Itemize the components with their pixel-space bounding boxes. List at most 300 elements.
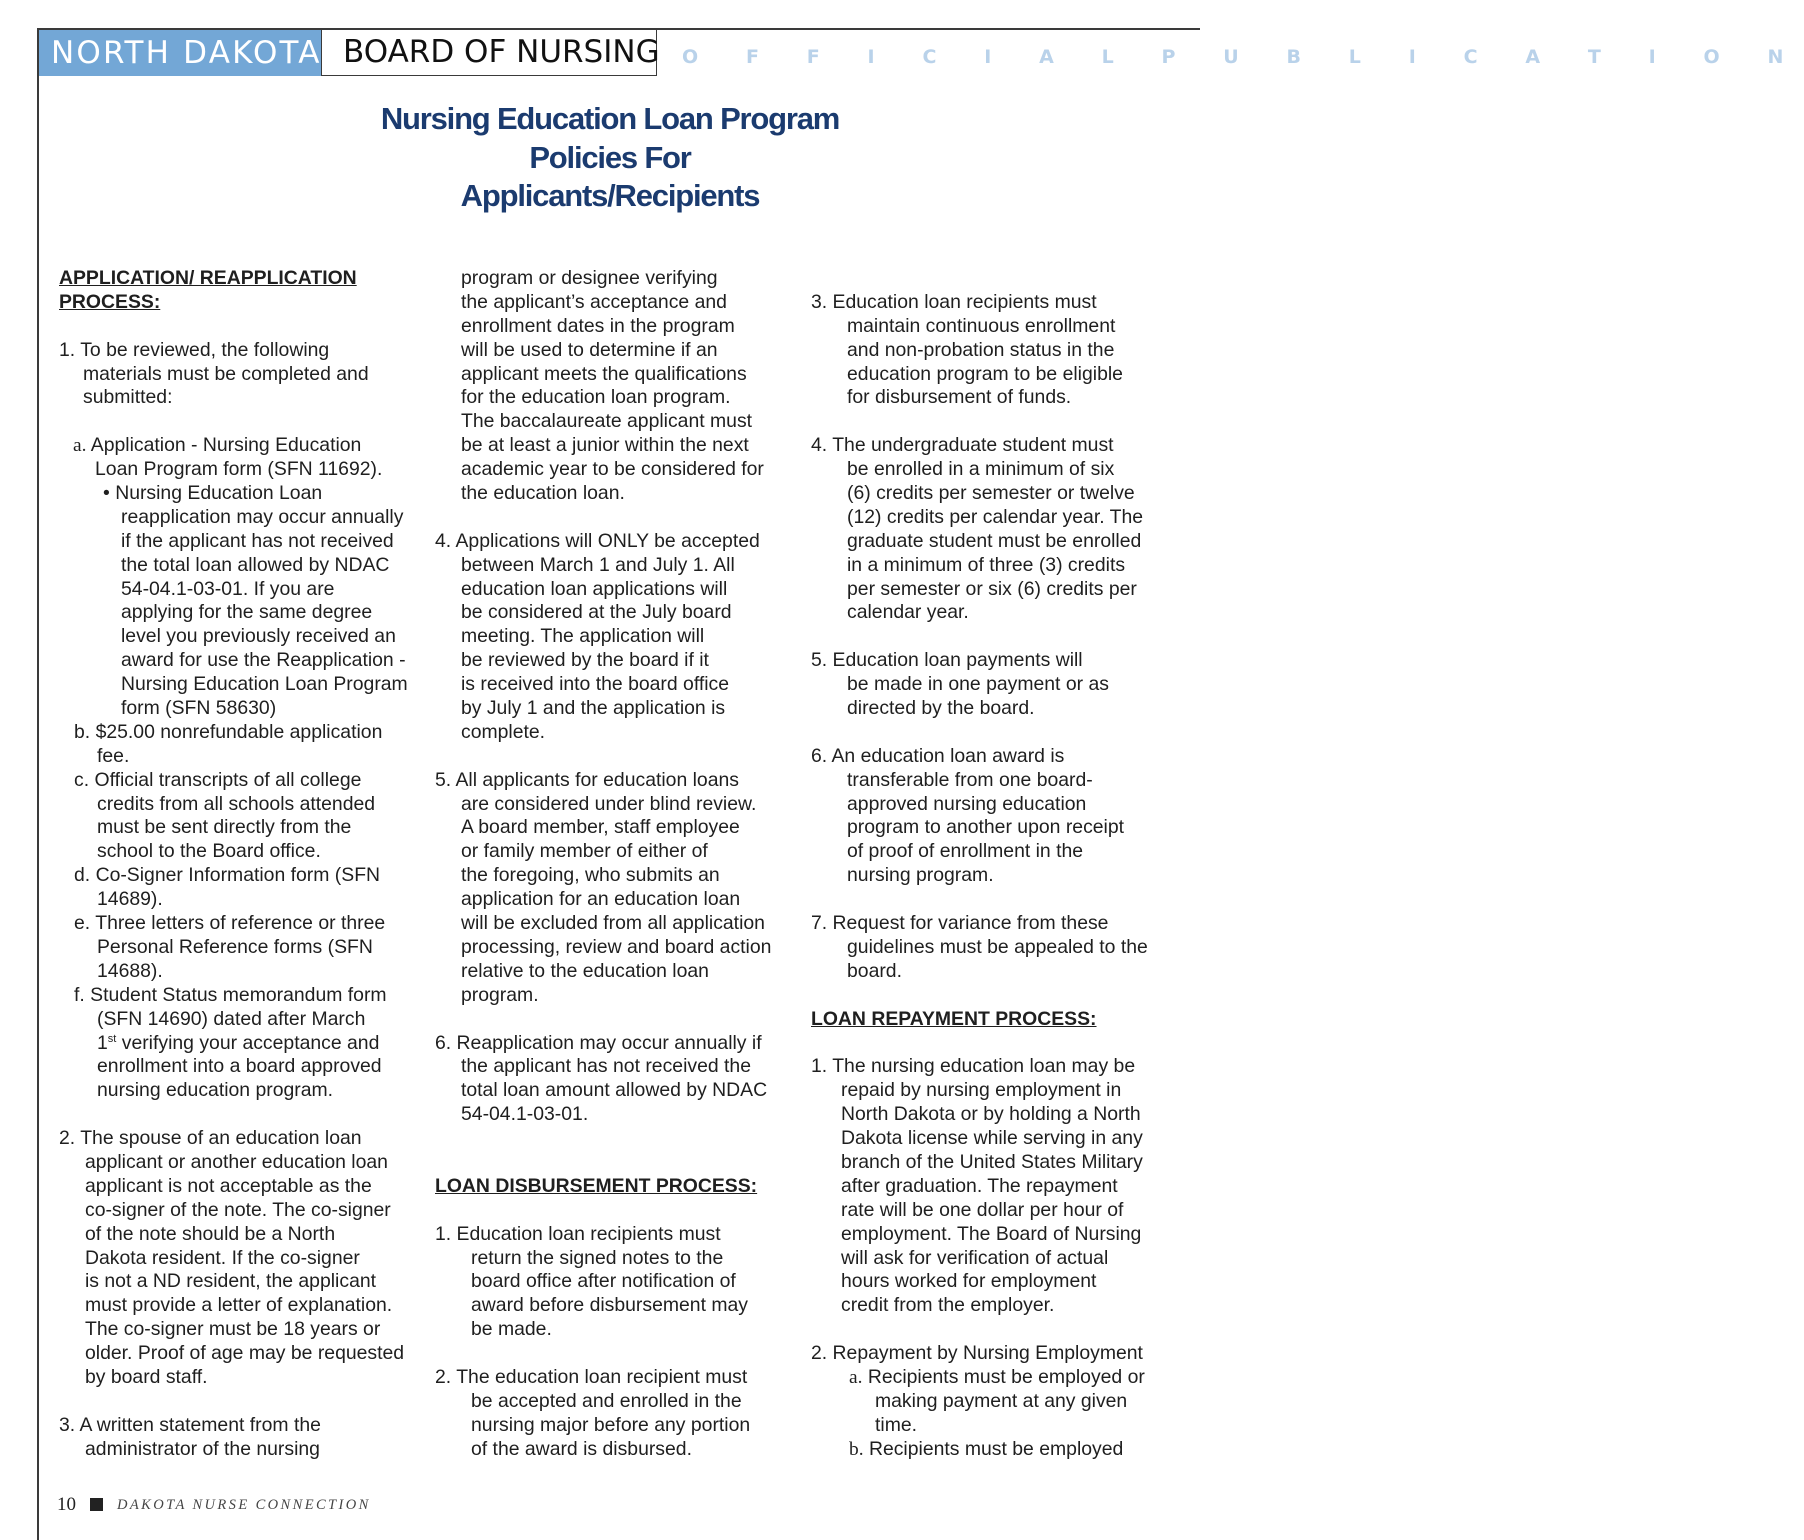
text-line (811, 769, 1191, 793)
line-text: Personal Reference forms (SFN (97, 935, 373, 958)
title-line-3: Applicants/Recipients (460, 178, 760, 213)
text-line (59, 1294, 419, 1318)
text-line (811, 482, 1191, 506)
line-text: be made. (471, 1318, 552, 1341)
text-line (59, 1270, 419, 1294)
text-line (435, 888, 795, 912)
blank-line (811, 625, 1191, 649)
text-line (435, 601, 795, 625)
line-text: the applicant has not received the (461, 1055, 751, 1078)
text-line (59, 960, 419, 984)
text-line (811, 1270, 1191, 1294)
line-text: board. (847, 959, 902, 982)
line-text: calendar year. (847, 601, 969, 624)
line-text: processing, review and board action (461, 935, 772, 958)
text-line (435, 315, 795, 339)
blank-line (811, 721, 1191, 745)
list-marker: b. (849, 1438, 864, 1460)
line-text: must be sent directly from the (97, 816, 352, 839)
line-text: program to another upon receipt (847, 816, 1125, 839)
text-line (811, 554, 1191, 578)
line-text: reapplication may occur annually (121, 505, 404, 528)
line-text: 5. Education loan payments will (811, 649, 1083, 672)
text-line (435, 1414, 795, 1438)
footer-square-icon (90, 1498, 103, 1511)
text-line (811, 1294, 1191, 1318)
line-text: LOAN REPAYMENT PROCESS: (811, 1007, 1097, 1030)
list-marker: b. (74, 720, 91, 743)
text-line (59, 888, 419, 912)
text-line (811, 1079, 1191, 1103)
list-marker: f. (74, 983, 85, 1006)
line-text: The baccalaureate applicant must (461, 410, 753, 433)
line-text: 54-04.1-03-01. (461, 1103, 589, 1126)
line-text: applying for the same degree (121, 601, 373, 624)
text-line (435, 1270, 795, 1294)
text-line (435, 649, 795, 673)
line-text: 2. Repayment by Nursing Employment (811, 1342, 1143, 1365)
text-line (811, 1342, 1191, 1366)
text-line (59, 840, 419, 864)
line-text: 2. The spouse of an education loan (59, 1127, 362, 1150)
text-line (59, 1342, 419, 1366)
text-line (59, 1318, 419, 1342)
text-line (811, 1103, 1191, 1127)
line-text: 1 (97, 1031, 108, 1054)
column-left (59, 267, 419, 1462)
line-text: academic year to be considered for (461, 458, 764, 481)
line-text: 1. Education loan recipients must (435, 1222, 721, 1245)
text-line (59, 601, 419, 625)
text-line (811, 745, 1191, 769)
title-line-2: Policies For (529, 139, 691, 175)
text-line (59, 1414, 419, 1438)
text-line (435, 530, 795, 554)
blank-line (435, 1151, 795, 1175)
line-text: application for an education loan (461, 888, 741, 911)
line-text: Dakota license while serving in any (841, 1127, 1143, 1150)
blank-line (811, 888, 1191, 912)
line-text: making payment at any given (875, 1389, 1128, 1412)
line-text: 3. Education loan recipients must (811, 290, 1097, 313)
text-line (811, 291, 1191, 315)
superscript: st (107, 1032, 117, 1045)
column-middle (435, 267, 795, 1462)
text-line (811, 1223, 1191, 1247)
footer-publication: DAKOTA NURSE CONNECTION (117, 1497, 371, 1513)
line-text: 5. All applicants for education loans (435, 768, 739, 791)
line-text: applicant is not acceptable as the (85, 1174, 372, 1197)
line-text: 1. The nursing education loan may be (811, 1055, 1136, 1078)
section-heading (59, 267, 419, 291)
text-line (59, 1247, 419, 1271)
blank-line (435, 1342, 795, 1366)
line-text: nursing program. (847, 864, 994, 887)
line-text: total loan amount allowed by NDAC (461, 1079, 768, 1102)
line-text: Co-Signer Information form (SFN (95, 864, 381, 887)
line-text: return the signed notes to the (471, 1246, 724, 1269)
text-line (811, 363, 1191, 387)
text-line (59, 625, 419, 649)
text-line (59, 649, 419, 673)
line-text: Dakota resident. If the co-signer (85, 1246, 360, 1269)
line-text: be made in one payment or as (847, 673, 1109, 696)
text-line (59, 554, 419, 578)
text-line (59, 530, 419, 554)
line-text: time. (875, 1413, 918, 1436)
text-line (811, 816, 1191, 840)
line-text: transferable from one board- (847, 768, 1093, 791)
line-text: submitted: (83, 386, 173, 409)
line-text: fee. (97, 744, 130, 767)
line-text: graduate student must be enrolled (847, 529, 1142, 552)
line-text: Nursing Education Loan (115, 482, 323, 505)
text-line (435, 816, 795, 840)
text-line (435, 1390, 795, 1414)
text-line (435, 625, 795, 649)
text-line (811, 434, 1191, 458)
blank-line (811, 1032, 1191, 1056)
text-line (811, 673, 1191, 697)
text-line (811, 1247, 1191, 1271)
title-line-1: Nursing Education Loan Program (380, 101, 840, 136)
line-text: program or designee verifying (461, 267, 718, 289)
line-text: board office after notification of (471, 1270, 736, 1293)
line-text: branch of the United States Military (841, 1150, 1143, 1173)
text-line (811, 1366, 1191, 1390)
text-line (435, 386, 795, 410)
text-line (435, 721, 795, 745)
text-line (59, 1366, 419, 1390)
line-text: materials must be completed and (83, 362, 369, 385)
line-text: (6) credits per semester or twelve (847, 482, 1135, 505)
line-text: PROCESS: (59, 290, 161, 313)
text-line (59, 721, 419, 745)
text-line (811, 1438, 1191, 1462)
text-line (435, 697, 795, 721)
line-text: award for use the Reapplication - (121, 649, 406, 672)
line-text: employment. The Board of Nursing (841, 1222, 1142, 1245)
masthead-board: BOARD OF NURSING (321, 30, 657, 76)
text-line (811, 458, 1191, 482)
line-text: $25.00 nonrefundable application (95, 720, 383, 743)
text-line (59, 458, 419, 482)
line-text: 14688). (97, 959, 163, 982)
text-line (435, 1318, 795, 1342)
line-text: applicant meets the qualifications (461, 362, 747, 385)
section-heading (435, 1175, 795, 1199)
blank-line (811, 410, 1191, 434)
line-text: of proof of enrollment in the (847, 840, 1084, 863)
text-line (59, 1175, 419, 1199)
text-line (59, 1079, 419, 1103)
text-line (435, 458, 795, 482)
text-line (811, 912, 1191, 936)
text-line (811, 1055, 1191, 1079)
line-text: Three letters of reference or three (95, 912, 386, 935)
line-text: of the note should be a North (85, 1222, 336, 1245)
text-line (811, 1175, 1191, 1199)
text-line (435, 1366, 795, 1390)
line-text: be considered at the July board (461, 601, 732, 624)
text-line (811, 386, 1191, 410)
text-line (435, 482, 795, 506)
line-text: 3. A written statement from the (59, 1413, 321, 1436)
line-text: (SFN 14690) dated after March (97, 1007, 366, 1030)
text-line (811, 649, 1191, 673)
line-text: APPLICATION/ REAPPLICATION (59, 267, 357, 289)
line-text: after graduation. The repayment (841, 1174, 1118, 1197)
line-text: older. Proof of age may be requested (85, 1342, 405, 1365)
line-text: enrollment into a board approved (97, 1055, 382, 1078)
text-line (435, 267, 795, 291)
line-text: 6. Reapplication may occur annually if (435, 1031, 762, 1054)
text-line (435, 578, 795, 602)
line-text: form (SFN 58630) (121, 697, 277, 720)
line-text: Official transcripts of all college (94, 768, 362, 791)
line-text: enrollment dates in the program (461, 314, 735, 337)
line-text: meeting. The application will (461, 625, 705, 648)
line-text: nursing education program. (97, 1079, 334, 1102)
text-line (811, 601, 1191, 625)
line-text: 14689). (97, 888, 163, 911)
text-line (435, 769, 795, 793)
list-marker: a. (73, 435, 87, 457)
text-line (59, 1151, 419, 1175)
line-text: 1. To be reviewed, the following (59, 338, 330, 361)
text-line (435, 1032, 795, 1056)
line-text: will be used to determine if an (461, 338, 718, 361)
text-line (435, 1247, 795, 1271)
line-text: Recipients must be employed (868, 1437, 1124, 1460)
line-text: the education loan. (461, 482, 625, 505)
line-text: in a minimum of three (3) credits (847, 553, 1126, 576)
line-text: Nursing Education Loan Program (121, 673, 408, 696)
line-text: award before disbursement may (471, 1294, 748, 1317)
blank-line (811, 984, 1191, 1008)
line-text: program. (461, 983, 539, 1006)
blank-line (811, 267, 1191, 291)
line-text: if the applicant has not received (121, 529, 394, 552)
list-marker: d. (74, 864, 91, 887)
line-text: 4. The undergraduate student must (811, 434, 1114, 457)
text-line (811, 1414, 1191, 1438)
line-text: relative to the education loan (461, 959, 709, 982)
text-line (59, 745, 419, 769)
blank-line (811, 1318, 1191, 1342)
text-line (811, 339, 1191, 363)
list-marker: c. (74, 768, 90, 791)
line-text: education loan applications will (461, 577, 728, 600)
page-number: 10 (57, 1494, 76, 1515)
line-text: credits from all schools attended (97, 792, 376, 815)
line-text: the total loan allowed by NDAC (121, 553, 390, 576)
text-line (59, 434, 419, 458)
line-text-continued: verifying your acceptance and (116, 1031, 380, 1054)
list-marker: a. (849, 1366, 863, 1388)
blank-line (435, 506, 795, 530)
blank-line (435, 1199, 795, 1223)
line-text: per semester or six (6) credits per (847, 577, 1137, 600)
text-line (59, 363, 419, 387)
page-title (300, 100, 920, 216)
text-line (435, 1294, 795, 1318)
line-text: of the award is disbursed. (471, 1437, 692, 1460)
text-line (59, 1438, 419, 1462)
line-text: the applicant’s acceptance and (461, 290, 727, 313)
line-text: between March 1 and July 1. All (461, 553, 735, 576)
text-line (435, 1103, 795, 1127)
line-text: 4. Applications will ONLY be accepted (435, 529, 760, 552)
line-text: applicant or another education loan (85, 1150, 388, 1173)
text-line (435, 434, 795, 458)
text-line (59, 1008, 419, 1032)
text-line (811, 530, 1191, 554)
line-text: will ask for verification of actual (841, 1246, 1109, 1269)
text-line (811, 697, 1191, 721)
line-text: guidelines must be appealed to the (847, 935, 1148, 958)
text-line (435, 339, 795, 363)
section-heading (59, 291, 419, 315)
line-text: Student Status memorandum form (90, 983, 387, 1006)
text-line (59, 1127, 419, 1151)
line-text: hours worked for employment (841, 1270, 1097, 1293)
text-line (59, 936, 419, 960)
text-line (811, 1151, 1191, 1175)
line-text: school to the Board office. (97, 840, 321, 863)
blank-line (435, 1008, 795, 1032)
text-line (59, 386, 419, 410)
line-text: is received into the board office (461, 673, 730, 696)
text-line (435, 936, 795, 960)
masthead-state: NORTH DAKOTA (39, 30, 321, 76)
text-line (59, 1032, 419, 1056)
blank-line (59, 1390, 419, 1414)
text-line (435, 840, 795, 864)
line-text: for the education loan program. (461, 386, 731, 409)
line-text: approved nursing education (847, 792, 1087, 815)
line-text: for disbursement of funds. (847, 386, 1072, 409)
line-text: by board staff. (85, 1365, 208, 1388)
text-line (59, 816, 419, 840)
text-line (811, 1390, 1191, 1414)
line-text: 2. The education loan recipient must (435, 1365, 748, 1388)
line-text: A board member, staff employee (461, 816, 740, 839)
line-text: and non-probation status in the (847, 338, 1115, 361)
line-text: 54-04.1-03-01. If you are (121, 577, 335, 600)
text-line (435, 363, 795, 387)
blank-line (59, 1103, 419, 1127)
line-text: The co-signer must be 18 years or (85, 1318, 381, 1341)
blank-line (435, 745, 795, 769)
line-text: directed by the board. (847, 697, 1035, 720)
line-text: be enrolled in a minimum of six (847, 458, 1115, 481)
text-line (435, 984, 795, 1008)
line-text: repaid by nursing employment in (841, 1079, 1122, 1102)
text-line (435, 864, 795, 888)
line-text: (12) credits per calendar year. The (847, 505, 1144, 528)
text-line (59, 984, 419, 1008)
bullet-icon: • (103, 482, 110, 505)
line-text: will be excluded from all application (461, 912, 765, 935)
text-line (811, 1127, 1191, 1151)
line-text: be reviewed by the board if it (461, 649, 709, 672)
text-line (59, 697, 419, 721)
text-line (59, 1199, 419, 1223)
line-text: LOAN DISBURSEMENT PROCESS: (435, 1174, 758, 1197)
line-text: nursing major before any portion (471, 1413, 751, 1436)
text-line (811, 793, 1191, 817)
text-line (811, 506, 1191, 530)
text-line (59, 339, 419, 363)
list-marker: e. (74, 912, 91, 935)
line-text: administrator of the nursing (85, 1437, 320, 1460)
line-text: must provide a letter of explanation. (85, 1294, 393, 1317)
text-line (811, 315, 1191, 339)
text-line (435, 673, 795, 697)
text-line (59, 673, 419, 697)
line-text: Application - Nursing Education (90, 434, 362, 457)
text-line (59, 769, 419, 793)
text-line (811, 840, 1191, 864)
text-line (811, 864, 1191, 888)
blank-line (59, 410, 419, 434)
text-line (811, 936, 1191, 960)
blank-line (59, 315, 419, 339)
text-line (435, 554, 795, 578)
line-text: level you previously received an (121, 625, 396, 648)
line-text: Loan Program form (SFN 11692). (95, 458, 383, 481)
text-line (435, 793, 795, 817)
text-line (811, 578, 1191, 602)
text-line (59, 793, 419, 817)
line-text: is not a ND resident, the applicant (85, 1270, 377, 1293)
line-text: 7. Request for variance from these (811, 912, 1109, 935)
page-left-rule (37, 28, 39, 1540)
text-line (435, 960, 795, 984)
section-heading (811, 1008, 1191, 1032)
text-line (435, 1079, 795, 1103)
line-text: North Dakota or by holding a North (841, 1103, 1141, 1126)
line-text: Recipients must be employed or (867, 1365, 1145, 1388)
text-line (435, 1223, 795, 1247)
line-text: the foregoing, who submits an (461, 864, 720, 887)
line-text: be accepted and enrolled in the (471, 1389, 742, 1412)
text-line (59, 864, 419, 888)
text-line (435, 1438, 795, 1462)
text-line (59, 1223, 419, 1247)
line-text: rate will be one dollar per hour of (841, 1198, 1124, 1221)
text-line (59, 1055, 419, 1079)
text-line (435, 291, 795, 315)
line-text: complete. (461, 720, 546, 743)
text-line (435, 1055, 795, 1079)
line-text: education program to be eligible (847, 362, 1123, 385)
column-right (811, 267, 1191, 1462)
masthead-tagline: O F F I C I A L P U B L I C A T I O N (682, 46, 1804, 68)
text-line (59, 482, 419, 506)
line-text: maintain continuous enrollment (847, 314, 1116, 337)
line-text: credit from the employer. (841, 1294, 1055, 1317)
line-text: by July 1 and the application is (461, 697, 726, 720)
text-line (435, 410, 795, 434)
text-line (811, 960, 1191, 984)
line-text: or family member of either of (461, 840, 708, 863)
text-line (811, 1199, 1191, 1223)
line-text: co-signer of the note. The co-signer (85, 1198, 391, 1221)
text-line (59, 506, 419, 530)
line-text: 6. An education loan award is (811, 744, 1065, 767)
